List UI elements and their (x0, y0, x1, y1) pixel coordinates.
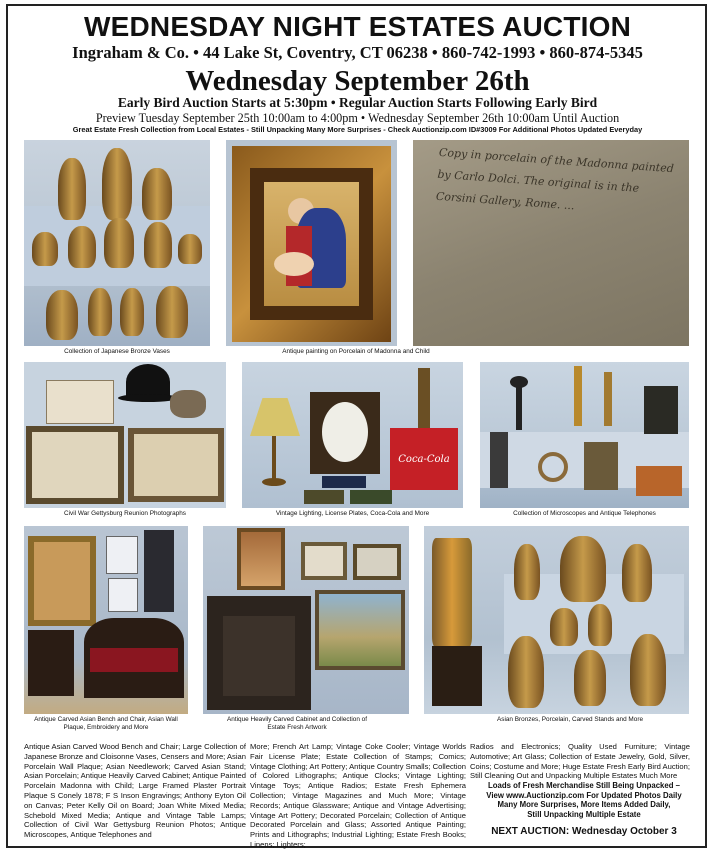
page-title: WEDNESDAY NIGHT ESTATES AUCTION (83, 11, 632, 42)
photo-handwritten-note (413, 140, 689, 346)
items-column-1: Antique Asian Carved Wood Bench and Chair; Large Collection of Japanese Bronze and Cloisonne Vases, Censers and More; Asian Porcelain Wall Plaque; Asian Needlework; Carved Asian Stand; Asian Porcelain; Antique Heavily Carved Cabinet; Antique Painted Porcelain Madonna with Child; Large Framed Plaster Portrait Plaque S Conely 1878; F S Inson Engravings; Anthony Eyton Oil on Canvas; Peter Kelly Oil on Board; Joan White Mixed Media; Schebold Mixed Media; Antique and Vintage Table Lamps; Collection of Civil War Gettysburg Reunion Photos; Antique Microscopes, Antique Telephones and (24, 742, 246, 840)
photo-madonna-painting (226, 140, 397, 346)
tagline: Great Estate Fresh Collection from Local Estates - Still Unpacking Many More Surprises - Check Auctionzip.com ID#3009 For Additional Photos Updated Everyday (72, 125, 643, 134)
promo-block (468, 781, 700, 819)
auction-date: Wednesday September 26th (185, 65, 530, 97)
caption-civil-war: Civil War Gettysburg Reunion Photographs (64, 510, 186, 517)
photo-carved-bench (24, 526, 188, 714)
promo-line-4: Still Unpacking Multiple Estate (527, 809, 641, 819)
coca-cola-label: Coca-Cola (398, 454, 450, 465)
items-column-3: Radios and Electronics; Quality Used Furniture; Vintage Automotive; Art Glass; Collection of Estate Jewelry, Gold, Silver, Coins; Costume and More; Huge Estate Fresh Early Bird Auction; Still Cleaning Out and Unpacking Multiple Estates Much More (470, 742, 690, 781)
caption-madonna: Antique painting on Porcelain of Madonna and Child (282, 348, 430, 355)
preview-times: Preview Tuesday September 25th 10:00am to 4:00pm • Wednesday September 26th 10:00am Until Auction (95, 111, 620, 125)
promo-line-3: Many More Surprises, More Items Added Daily, (497, 800, 671, 809)
start-times: Early Bird Auction Starts at 5:30pm • Regular Auction Starts Following Early Bird (117, 95, 598, 110)
photo-civil-war (24, 362, 226, 508)
caption-carved-cabinet: Antique Heavily Carved Cabinet and Collection of Estate Fresh Artwork (227, 716, 367, 731)
next-auction: NEXT AUCTION: Wednesday October 3 (491, 826, 677, 837)
caption-microscopes: Collection of Microscopes and Antique Telephones (513, 510, 656, 517)
caption-carved-bench: Antique Carved Asian Bench and Chair, Asian Wall Plaque, Embroidery and More (34, 716, 178, 731)
promo-line-1: Loads of Fresh Merchandise Still Being Unpacked – (488, 781, 680, 790)
photo-carved-cabinet (203, 526, 409, 714)
promo-line-2: View www.Auctionzip.com For Updated Photos Daily (486, 790, 682, 800)
photo-lighting (242, 362, 463, 508)
photo-asian-bronzes (424, 526, 689, 714)
items-column-2: More; French Art Lamp; Vintage Coke Cooler; Vintage Worlds Fair License Plate; Estate Collection of Stamps; Comics; Vintage Clothing; Art Pottery; Antique Country Smalls; Collection of Colored Lithographs; Antique Clocks; Vintage Lighting; Vintage Toys; Antique Radios; Estate Fresh Ephemera Collection; Vintage Magazines and Much More; Vintage Records; Antique Glassware; Antique and Vintage Advertising; Vintage Art Pottery; Decorated Porcelain; Collection of Antique Decorated Porcelain and Glass; Assorted Antique Painting; Prints and Lithographs; Industrial Lighting; Estate Fresh Books; Linens; Lighters; (250, 742, 466, 849)
caption-lighting: Vintage Lighting, License Plates, Coca-Cola and More (275, 510, 430, 517)
address-line: Ingraham & Co. • 44 Lake St, Coventry, CT 06238 • 860-742-1993 • 860-874-5345 (72, 43, 643, 62)
photo-bronze-vases (24, 140, 210, 346)
caption-bronze-vases: Collection of Japanese Bronze Vases (64, 348, 170, 355)
photo-microscopes (480, 362, 689, 508)
handwritten-note-text: Copy in porcelain of the Madonna painted by Carlo Dolci. The original is in the Corsini Gallery, Rome. ... (435, 145, 675, 213)
caption-asian-bronzes: Asian Bronzes, Porcelain, Carved Stands and More (497, 716, 643, 723)
